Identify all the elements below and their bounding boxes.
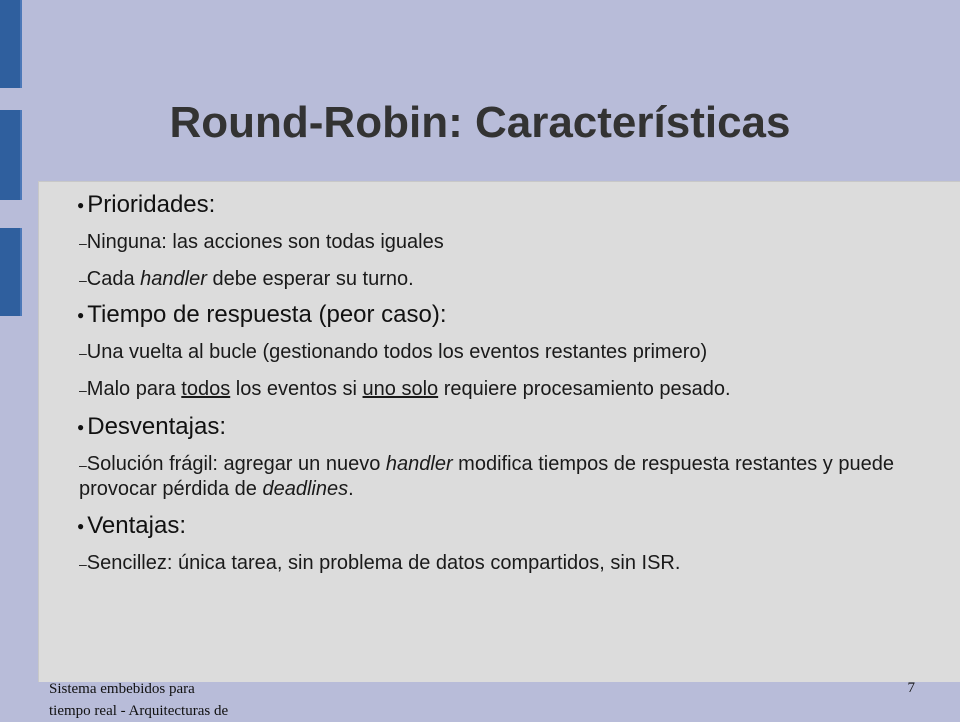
sub-bullet-text: Ninguna: las acciones son todas iguales	[86, 231, 444, 253]
sub-bullet-text: Una vuelta al bucle (gestionando todos los eventos restantes primero)	[86, 341, 708, 363]
bullet-heading-text: Desventajas:	[87, 413, 226, 440]
dash-icon: –	[79, 272, 87, 288]
bullet-heading-text: Ventajas:	[87, 512, 186, 539]
sub-bullet	[79, 452, 929, 501]
bullet-dot-icon: ●	[77, 198, 85, 212]
dash-icon: –	[79, 235, 87, 251]
sub-bullet	[79, 230, 929, 255]
sub-bullet-text: Sencillez: única tarea, sin problema de datos compartidos, sin ISR.	[86, 552, 681, 574]
sub-bullet-text: debe esperar su turno.	[206, 268, 414, 290]
side-accent-bar-bottom	[0, 228, 22, 316]
sub-bullet-text: handler	[385, 453, 453, 475]
sub-bullet-text: modifica tiempos de respuesta restantes y puede provocar pérdida de	[79, 453, 894, 500]
sub-bullet-text: todos	[181, 378, 231, 400]
bullet-list	[79, 190, 929, 576]
bullet-dot-icon: ●	[77, 308, 85, 322]
content-panel	[38, 181, 960, 682]
sub-bullet-text: Solución frágil: agregar un nuevo	[86, 453, 386, 475]
footer-line: tiempo real - Arquitecturas de	[49, 703, 229, 719]
dash-icon: –	[79, 382, 87, 398]
sub-bullet	[79, 340, 929, 365]
sub-bullet-text: .	[348, 478, 354, 500]
bullet-heading-text: Prioridades:	[87, 191, 216, 218]
sub-bullet-text: Malo para	[86, 378, 182, 400]
bullet-heading-text: Tiempo de respuesta (peor caso):	[87, 301, 447, 328]
sub-bullet-text: handler	[140, 268, 207, 290]
bullet-heading	[79, 190, 929, 220]
bullet-dot-icon: ●	[77, 519, 85, 533]
bullet-heading	[79, 300, 929, 330]
side-accent-bar-top	[0, 0, 22, 88]
slide-title: Round-Robin: Características	[169, 98, 791, 147]
footer-line: Sistema embebidos para	[49, 681, 195, 697]
footer-caption	[49, 678, 279, 722]
sub-bullet-text: deadlines	[262, 478, 349, 500]
sub-bullet	[79, 377, 929, 402]
bullet-heading	[79, 412, 929, 442]
sub-bullet	[79, 551, 929, 576]
bullet-heading	[79, 511, 929, 541]
sub-bullet	[79, 267, 929, 292]
dash-icon: –	[79, 457, 87, 473]
dash-icon: –	[79, 556, 87, 572]
sub-bullet-text: uno solo	[362, 378, 439, 400]
bullet-dot-icon: ●	[77, 420, 85, 434]
sub-bullet-text: Cada	[86, 268, 141, 290]
sub-bullet-text: los eventos si	[230, 378, 363, 400]
dash-icon: –	[79, 345, 87, 361]
sub-bullet-text: requiere procesamiento pesado.	[438, 378, 731, 400]
page-number: 7	[907, 680, 915, 696]
